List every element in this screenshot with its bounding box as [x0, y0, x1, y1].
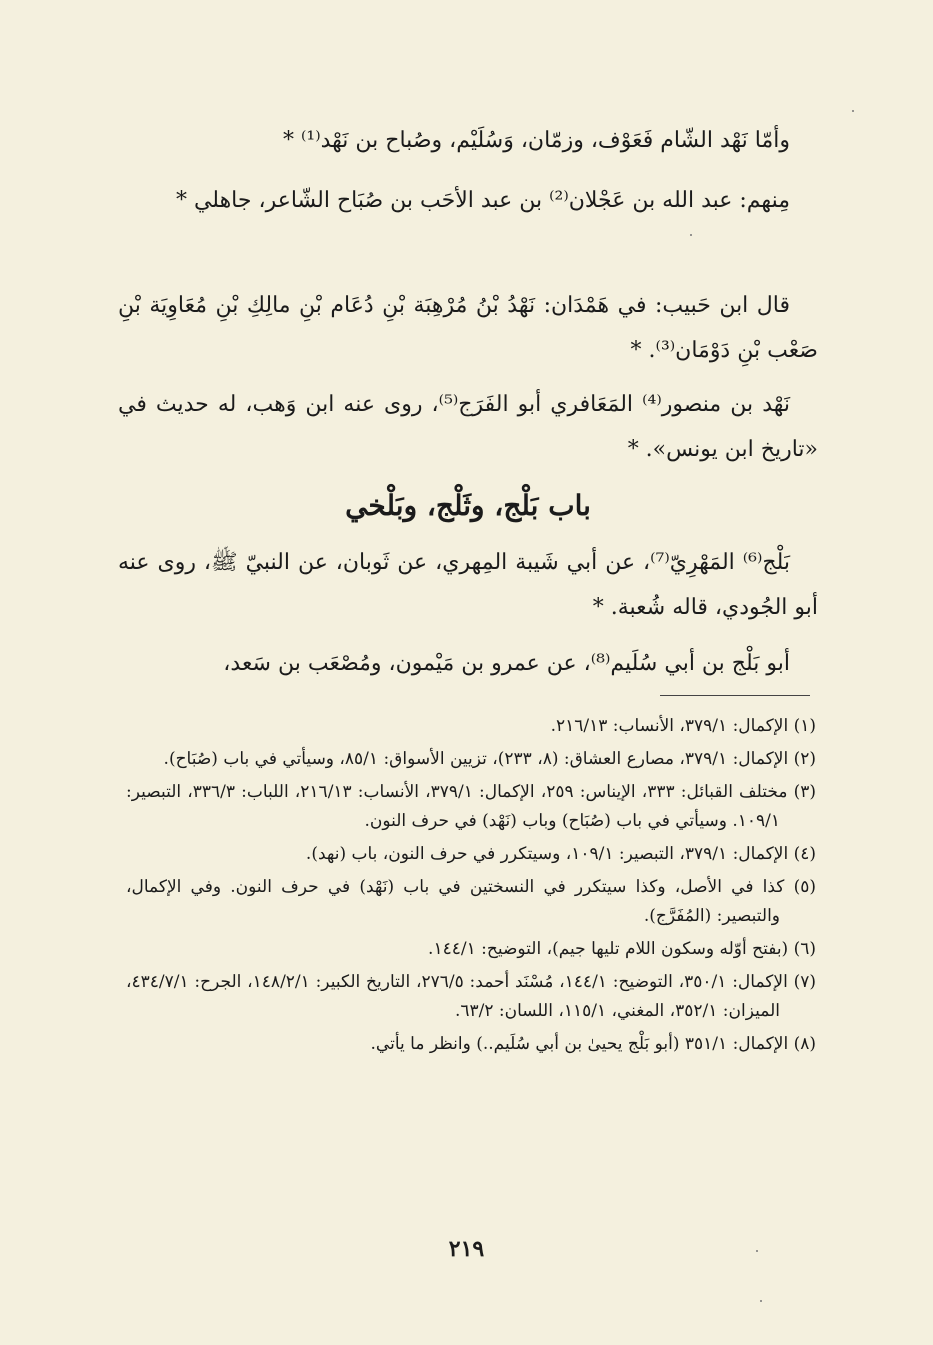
footnotes — [126, 712, 816, 1063]
paper-speck — [852, 110, 854, 112]
footnote-7: (٧) الإكمال: ٣٥٠/١، التوضيح: ١٤٤/١، مُسْنَد أحمد: ٢٧٦/٥، التاريخ الكبير: ١٤٨/٢/١، الجرح: ٤٣٤/٧/١، الميزان: ٣٥٢/١، المغني، ١١٥/١، اللسان: ٦٣/٢. — [126, 972, 817, 1021]
page-number: ٢١٩ — [448, 1236, 485, 1262]
footnote-separator — [660, 695, 810, 696]
footnote-8: (٨) الإكمال: ٣٥١/١ (أبو بَلْج يحيىٰ بن أبي سُلَيم..) وانظر ما يأتي. — [370, 1034, 816, 1054]
section-heading: باب بَلْج، وثَلْج، وبَلْخي — [345, 489, 591, 522]
paper-speck — [690, 234, 692, 236]
paragraph-2: مِنهم: عبد الله بن عَجْلان⁽²⁾ بن عبد الأحَب بن صُبَاح الشّاعر، جاهلي * — [175, 188, 790, 213]
footnote-4: (٤) الإكمال: ٣٧٩/١، التبصير: ١٠٩/١، وسيتكرر في حرف النون، باب (نهد). — [305, 844, 816, 864]
paragraph-6: أبو بَلْج بن أبي سُلَيم⁽⁸⁾، عن عمرو بن مَيْمون، ومُصْعَب بن سَعد، — [223, 651, 790, 676]
footnote-3: (٣) مختلف القبائل: ٣٣٣، الإيناس: ٢٥٩، الإكمال: ٣٧٩/١، الأنساب: ٢١٦/١٣، اللباب: ٣٣٦/٣، التبصير: ١٠٩/١. وسيأتي في باب (صُبَاح) وباب (نَهْد) في حرف النون. — [126, 782, 816, 831]
footnote-6: (٦) (بفتح أوّله وسكون اللام تليها جيم)، التوضيح: ١٤٤/١. — [428, 939, 816, 959]
paragraph-5: بَلْج⁽⁶⁾ المَهْرِيّ⁽⁷⁾، عن أبي شَيبة المِهري، عن ثَوبان، عن النبيّ ﷺ، روى عنه أبو الجُودي، قاله شُعبة. * — [118, 550, 818, 620]
paragraph-3: قال ابن حَبيب: في هَمْدَان: نَهْدُ بْنُ مُرْهِبَة بْنِ دُعَام بْنِ مالِكِ بْنِ مُعَاوِيَة بْنِ صَعْب بْنِ دَوْمَان⁽³⁾. * — [118, 293, 818, 363]
paper-speck — [756, 1250, 758, 1252]
paragraph-1: وأمّا نَهْد الشّام فَعَوْف، وزمّان، وَسُلَيْم، وصُباح بن نَهْد⁽¹⁾ * — [282, 128, 790, 153]
paragraph-4: نَهْد بن منصور⁽⁴⁾ المَعَافري أبو الفَرَج⁽⁵⁾، روى عنه ابن وَهب، له حديث في «تاريخ ابن يونس». * — [118, 392, 818, 462]
paper-speck — [760, 1300, 762, 1302]
footnote-5: (٥) كذا في الأصل، وكذا سيتكرر في النسختين في باب (نَهْد) في حرف النون. وفي الإكمال، والتبصير: (المُفَرَّج). — [126, 877, 816, 926]
footnote-2: (٢) الإكمال: ٣٧٩/١، مصارع العشاق: (٨، ٢٣٣)، تزيين الأسواق: ٨٥/١، وسيأتي في باب (صُبَاح). — [163, 749, 816, 769]
footnote-1: (١) الإكمال: ٣٧٩/١، الأنساب: ٢١٦/١٣. — [550, 716, 816, 736]
